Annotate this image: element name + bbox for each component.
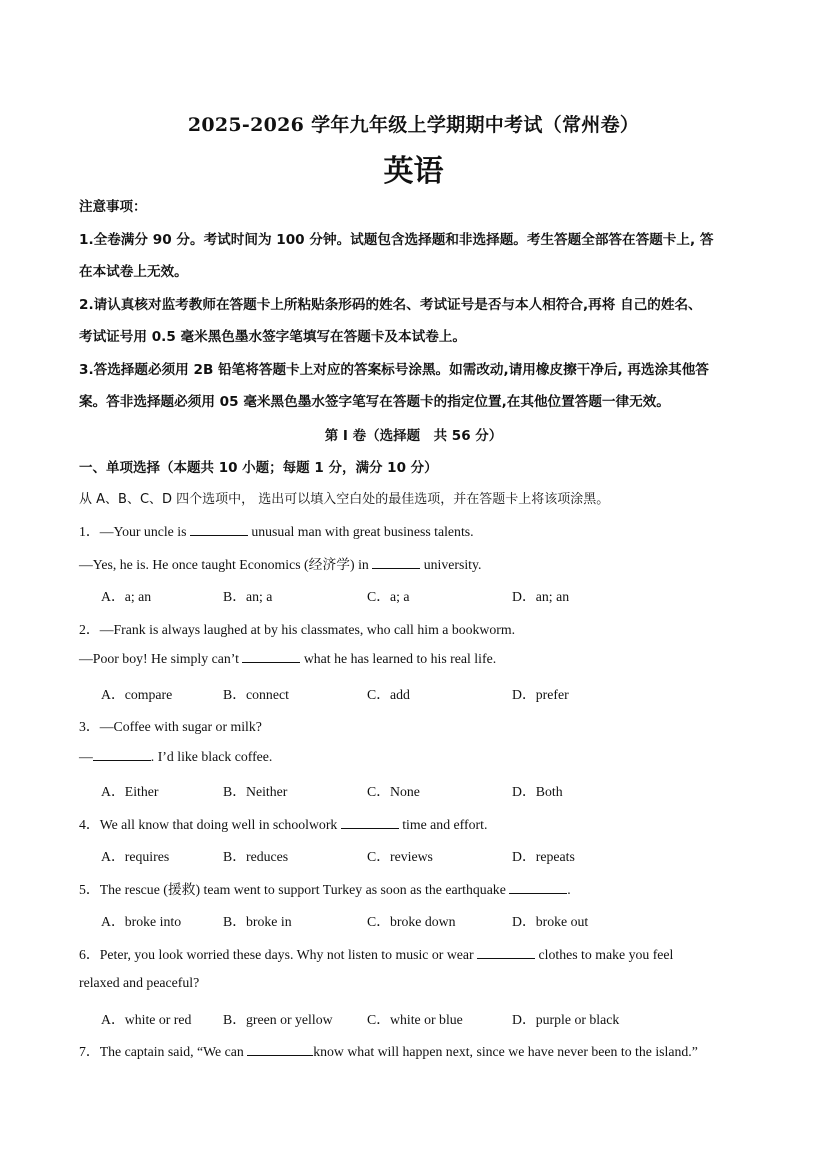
answer-blank	[341, 816, 399, 829]
option-c: C．broke down	[367, 914, 456, 929]
question-4-line-1	[79, 813, 487, 833]
option-b: B．green or yellow	[223, 1012, 333, 1027]
question-text: 2．—Frank is always laughed at by his classmates, who call him a bookworm.	[79, 622, 516, 637]
option-c: C．None	[367, 784, 420, 799]
answer-blank	[477, 946, 535, 959]
question-2-line-2	[79, 650, 496, 667]
option-a: A．white or red	[101, 1012, 192, 1027]
notice-heading: 注意事项：	[79, 199, 147, 215]
option-a: A．Either	[101, 784, 159, 799]
question-text: 6．Peter, you look worried these days. Why not listen to music or wear	[79, 947, 478, 962]
option-a: A．compare	[101, 687, 173, 702]
answer-blank	[190, 523, 248, 536]
notice-line: 3.答选择题必须用 2B 铅笔将答题卡上对应的答案标号涂黑。如需改动,请用橡皮擦干净后, 再选涂其他答	[79, 362, 709, 378]
option-d: D．repeats	[512, 849, 575, 864]
subject-title: 英语	[383, 154, 444, 189]
option-d: D．Both	[512, 784, 563, 799]
question-text: —Poor boy! He simply can’t	[79, 651, 243, 666]
answer-blank	[242, 650, 300, 663]
question-text: 5．The rescue (援救) team went to support Turkey as soon as the earthquake	[79, 882, 510, 897]
question-text: . I’d like black coffee.	[150, 749, 273, 764]
exam-title: 2025-2026 学年九年级上学期期中考试（常州卷）	[187, 114, 640, 136]
question-1-line-2	[79, 553, 481, 573]
option-d: D．purple or black	[512, 1012, 620, 1027]
option-d: D．an; an	[512, 589, 570, 604]
question-text: 3．—Coffee with sugar or milk?	[79, 719, 262, 734]
part-heading: 一、单项选择（本题共 10 小题；每题 1 分，满分 10 分）	[79, 460, 438, 476]
question-6-line-2	[79, 975, 199, 991]
instruction: 从 A、B、C、D 四个选项中， 选出可以填入空白处的最佳选项，并在答题卡上将该项涂黑。	[79, 492, 610, 507]
question-text: what he has learned to his real life.	[300, 651, 497, 666]
question-text: —Yes, he is. He once taught Economics (经济学) in	[79, 557, 373, 572]
answer-blank	[247, 1043, 313, 1056]
option-b: B．reduces	[223, 849, 289, 864]
question-3-line-1	[79, 715, 262, 735]
answer-blank	[93, 748, 151, 761]
question-text: relaxed and peaceful?	[79, 975, 200, 990]
option-b: B．Neither	[223, 784, 288, 799]
option-c: C．reviews	[367, 849, 433, 864]
answer-blank	[509, 881, 567, 894]
notice-line: 在本试卷上无效。	[79, 264, 188, 280]
option-a: A．broke into	[101, 914, 182, 929]
option-d: D．broke out	[512, 914, 589, 929]
question-2-line-1	[79, 618, 515, 638]
option-b: B．connect	[223, 687, 289, 702]
notice-line: 2.请认真核对监考教师在答题卡上所粘贴条形码的姓名、考试证号是否与本人相符合,再将 自己的姓名、	[79, 297, 702, 313]
question-text: time and effort.	[398, 817, 488, 832]
option-c: C．a; a	[367, 589, 410, 604]
question-text: 7．The captain said, “We can	[79, 1044, 248, 1059]
option-a: A．a; an	[101, 589, 152, 604]
section-title: 第 I 卷（选择题 共 56 分）	[324, 428, 503, 444]
question-text: 1．—Your uncle is	[79, 524, 190, 539]
option-d: D．prefer	[512, 687, 569, 702]
question-text: know what will happen next, since we have never been to the island.”	[313, 1044, 698, 1059]
notice-line: 1.全卷满分 90 分。考试时间为 100 分钟。试题包含选择题和非选择题。考生答题全部答在答题卡上, 答	[79, 232, 714, 248]
question-text: .	[567, 882, 571, 897]
option-a: A．requires	[101, 849, 170, 864]
question-text: —	[79, 749, 93, 764]
option-b: B．broke in	[223, 914, 292, 929]
notice-line: 考试证号用 0.5 毫米黑色墨水签字笔填写在答题卡及本试卷上。	[79, 329, 466, 345]
question-1-line-1	[79, 520, 474, 540]
question-6-line-1	[79, 943, 673, 963]
question-7-line-1	[79, 1040, 698, 1060]
option-c: C．add	[367, 687, 410, 702]
question-text: university.	[420, 557, 482, 572]
answer-blank	[372, 556, 420, 569]
option-c: C．white or blue	[367, 1012, 463, 1027]
question-text: clothes to make you feel	[535, 947, 674, 962]
question-3-line-2	[79, 748, 272, 765]
question-5-line-1	[79, 878, 571, 898]
notice-line: 案。答非选择题必须用 05 毫米黑色墨水签字笔写在答题卡的指定位置,在其他位置答题一律无效。	[79, 394, 670, 410]
question-text: 4．We all know that doing well in schoolwork	[79, 817, 341, 832]
question-text: unusual man with great business talents.	[247, 524, 474, 539]
option-b: B．an; a	[223, 589, 273, 604]
